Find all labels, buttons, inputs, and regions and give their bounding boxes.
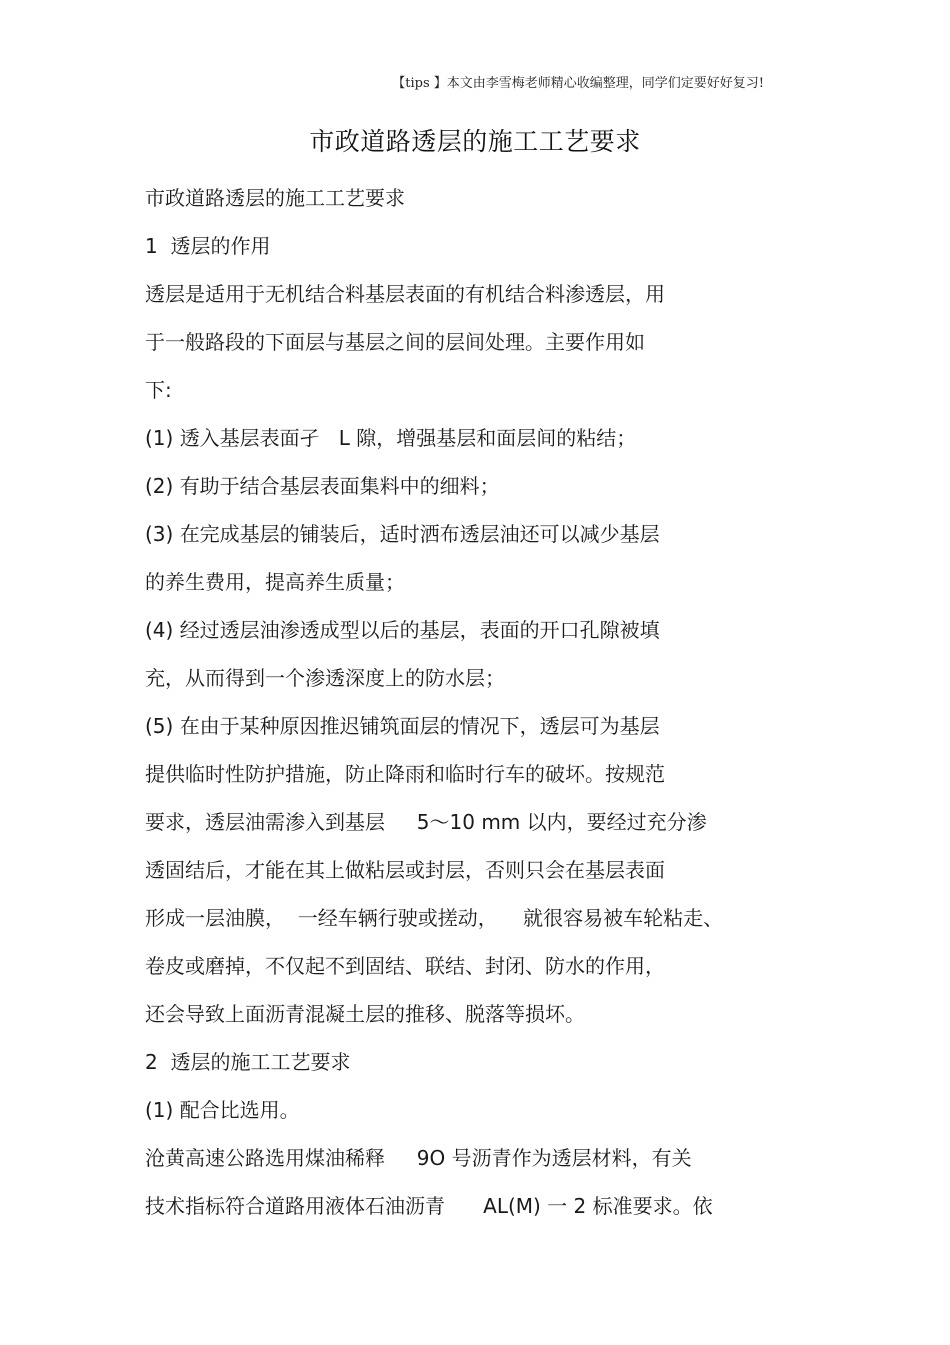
list-item: (1) 透入基层表面孑 L 隙，增强基层和面层间的粘结； <box>145 426 637 450</box>
body-line: 下: <box>145 378 172 402</box>
body-line: 卷皮或磨掉，不仅起不到固结、联结、封闭、防水的作用， <box>145 954 665 978</box>
body-line: 形成一层油膜， 一经车辆行驶或搓动， 就很容易被车轮粘走、 <box>145 906 724 930</box>
body-line: 提供临时性防护措施，防止降雨和临时行车的破坏。按规范 <box>145 762 665 786</box>
list-item: (2) 有助于结合基层表面集料中的细料； <box>145 474 500 498</box>
section-heading: 1 透层的作用 <box>145 234 271 258</box>
body-line: 技术指标符合道路用液体石油沥青 AL(M) 一 2 标准要求。依 <box>145 1194 713 1218</box>
list-item: (3) 在完成基层的铺装后，适时洒布透层油还可以减少基层 <box>145 522 660 546</box>
body-line: 透层是适用于无机结合料基层表面的有机结合料渗透层，用 <box>145 282 665 306</box>
document-body <box>145 178 865 1234</box>
body-line: 于一般路段的下面层与基层之间的层间处理。主要作用如 <box>145 330 645 354</box>
list-item: (1) 配合比选用。 <box>145 1098 300 1122</box>
tips-note: 【tips 】本文由李雪梅老师精心收编整理，同学们定要好好复习! <box>392 76 764 91</box>
list-item: (4) 经过透层油渗透成型以后的基层，表面的开口孔隙被填 <box>145 618 660 642</box>
section-heading: 2 透层的施工工艺要求 <box>145 1050 351 1074</box>
body-line: 沧黄高速公路选用煤油稀释 9O 号沥青作为透层材料，有关 <box>145 1146 692 1170</box>
list-item: (5) 在由于某种原因推迟铺筑面层的情况下，透层可为基层 <box>145 714 660 738</box>
body-line: 要求，透层油需渗入到基层 5～10 mm 以内，要经过充分渗 <box>145 810 707 834</box>
body-line: 充，从而得到一个渗透深度上的防水层； <box>145 666 505 690</box>
body-line: 透固结后，才能在其上做粘层或封层，否则只会在基层表面 <box>145 858 665 882</box>
body-line: 市政道路透层的施工工艺要求 <box>145 186 405 210</box>
body-line: 还会导致上面沥青混凝土层的推移、脱落等损坏。 <box>145 1002 585 1026</box>
body-line: 的养生费用，提高养生质量； <box>145 570 405 594</box>
document-title: 市政道路透层的施工工艺要求 <box>309 127 641 156</box>
